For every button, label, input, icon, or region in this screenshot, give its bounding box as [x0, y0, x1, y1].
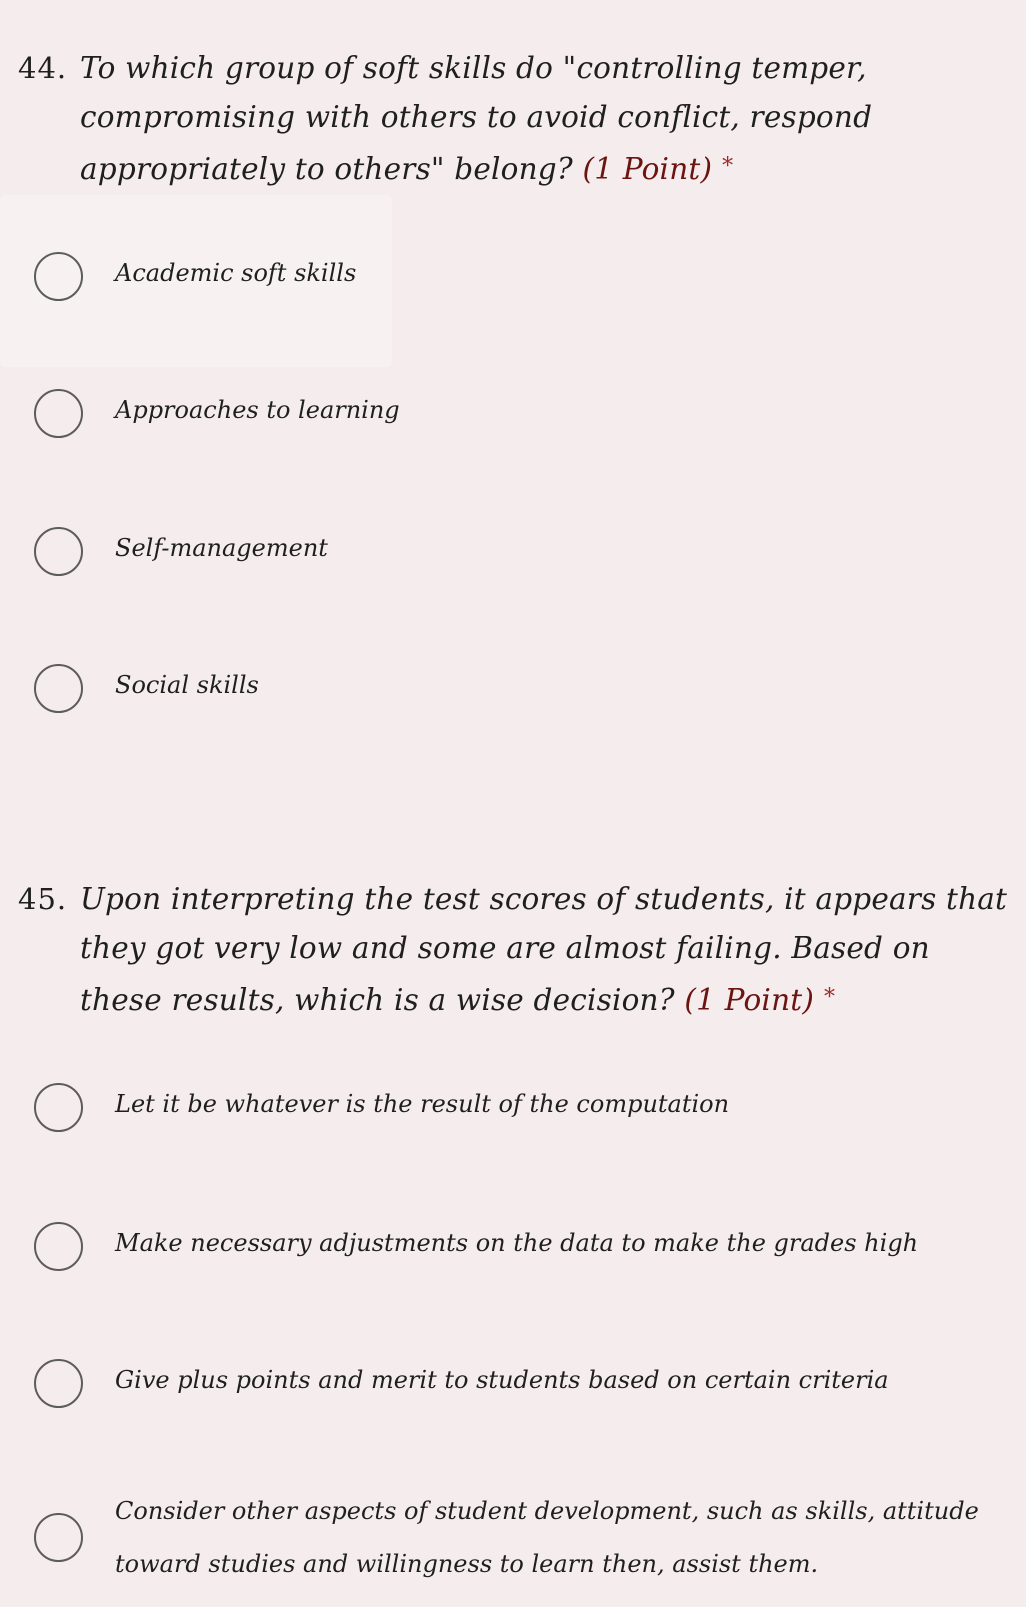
option-label: Academic soft skills — [115, 259, 357, 287]
question-number: 44. — [18, 51, 68, 85]
radio-button[interactable] — [34, 1083, 83, 1132]
radio-button[interactable] — [34, 527, 83, 576]
question-number: 45. — [18, 882, 68, 916]
option-label: Let it be whatever is the result of the computation — [115, 1090, 730, 1118]
option-label: Make necessary adjustments on the data to make the grades high — [115, 1229, 919, 1257]
option-label: Social skills — [115, 671, 259, 699]
question-points: (1 Point) — [684, 983, 815, 1017]
question-points: (1 Point) — [582, 152, 713, 186]
option-approaches-to-learning[interactable] — [0, 383, 1026, 443]
option-social-skills[interactable] — [0, 658, 1026, 718]
radio-button[interactable] — [34, 1359, 83, 1408]
option-label: Consider other aspects of student development, such as skills, attitude toward studies and willingness to learn then, assist them. — [115, 1497, 979, 1578]
question-text: To which group of soft skills do "controlling temper, compromising with others to avoid conflict, respond appropriately to others" belong? — [80, 51, 873, 186]
option-give-plus-points[interactable] — [0, 1353, 1026, 1413]
option-make-adjustments[interactable] — [0, 1216, 1026, 1276]
option-self-management[interactable] — [0, 521, 1026, 581]
radio-button[interactable] — [34, 664, 83, 713]
option-consider-other-aspects[interactable] — [0, 1485, 1026, 1595]
question-text-block — [80, 875, 1020, 1025]
option-label: Self-management — [115, 534, 328, 562]
radio-button[interactable] — [34, 1513, 83, 1562]
radio-button[interactable] — [34, 252, 83, 301]
required-asterisk: * — [824, 985, 836, 1010]
radio-button[interactable] — [34, 1222, 83, 1271]
required-asterisk: * — [722, 154, 734, 179]
option-let-it-be[interactable] — [0, 1077, 1026, 1137]
question-text: Upon interpreting the test scores of students, it appears that they got very low and some are almost failing. Based on these results, which is a wise decision? — [80, 882, 1008, 1017]
option-academic-soft-skills[interactable] — [0, 246, 1026, 306]
option-label: Approaches to learning — [115, 396, 400, 424]
radio-button[interactable] — [34, 389, 83, 438]
option-label: Give plus points and merit to students based on certain criteria — [115, 1366, 889, 1394]
question-text-block — [80, 44, 1020, 194]
